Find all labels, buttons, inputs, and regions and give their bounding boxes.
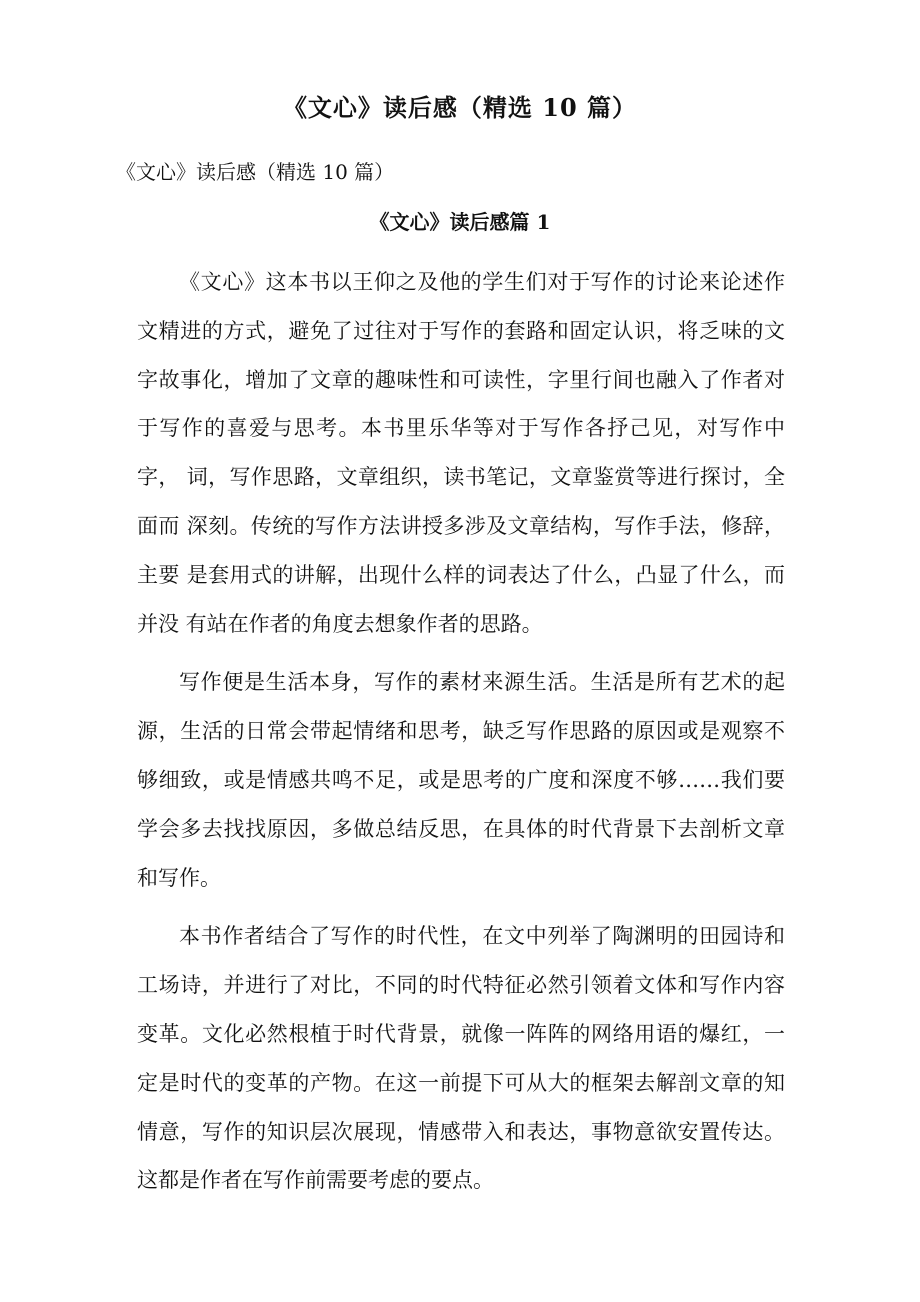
section-heading: 《文心》读后感篇 1 xyxy=(369,210,551,234)
paragraph-2: 写作便是生活本身，写作的素材来源生活。生活是所有艺术的起源，生活的日常会带起情绪和思考，缺乏写作思路的原因或是观察不够细致，或是情感共鸣不足，或是思考的广度和深度不够……我们要学会多去找找原因，多做总结反思，在具体的时代背景下去剖析文章和写作。 xyxy=(137,670,785,890)
paragraph-3: 本书作者结合了写作的时代性，在文中列举了陶渊明的田园诗和工场诗，并进行了对比，不同的时代特征必然引领着文体和写作内容变革。文化必然根植于时代背景，就像一阵阵的网络用语的爆红，一定是时代的变革的产物。在这一前提下可从大的框架去解剖文章的知情意，写作的知识层次展现，情感带入和表达，事物意欲安置传达。这都是作者在写作前需要考虑的要点。 xyxy=(137,924,785,1193)
document-subtitle: 《文心》读后感（精选 10 篇） xyxy=(116,160,395,184)
paragraph-1: 《文心》这本书以王仰之及他的学生们对于写作的讨论来论述作文精进的方式，避免了过往对于写作的套路和固定认识，将乏味的文字故事化，增加了文章的趣味性和可读性，字里行间也融入了作者对于写作的喜爱与思考。本书里乐华等对于写作各抒己见，对写作中字， 词，写作思路，文章组织，读书笔记，文章鉴赏等进行探讨，全面而 深刻。传统的写作方法讲授多涉及文章结构，写作手法，修辞，主要 是套用式的讲解，出现什么样的词表达了什么，凸显了什么，而并没 有站在作者的角度去想象作者的思路。 xyxy=(137,270,785,636)
document-title: 《文心》读后感（精选 10 篇） xyxy=(282,93,638,122)
body-text xyxy=(137,258,785,1215)
